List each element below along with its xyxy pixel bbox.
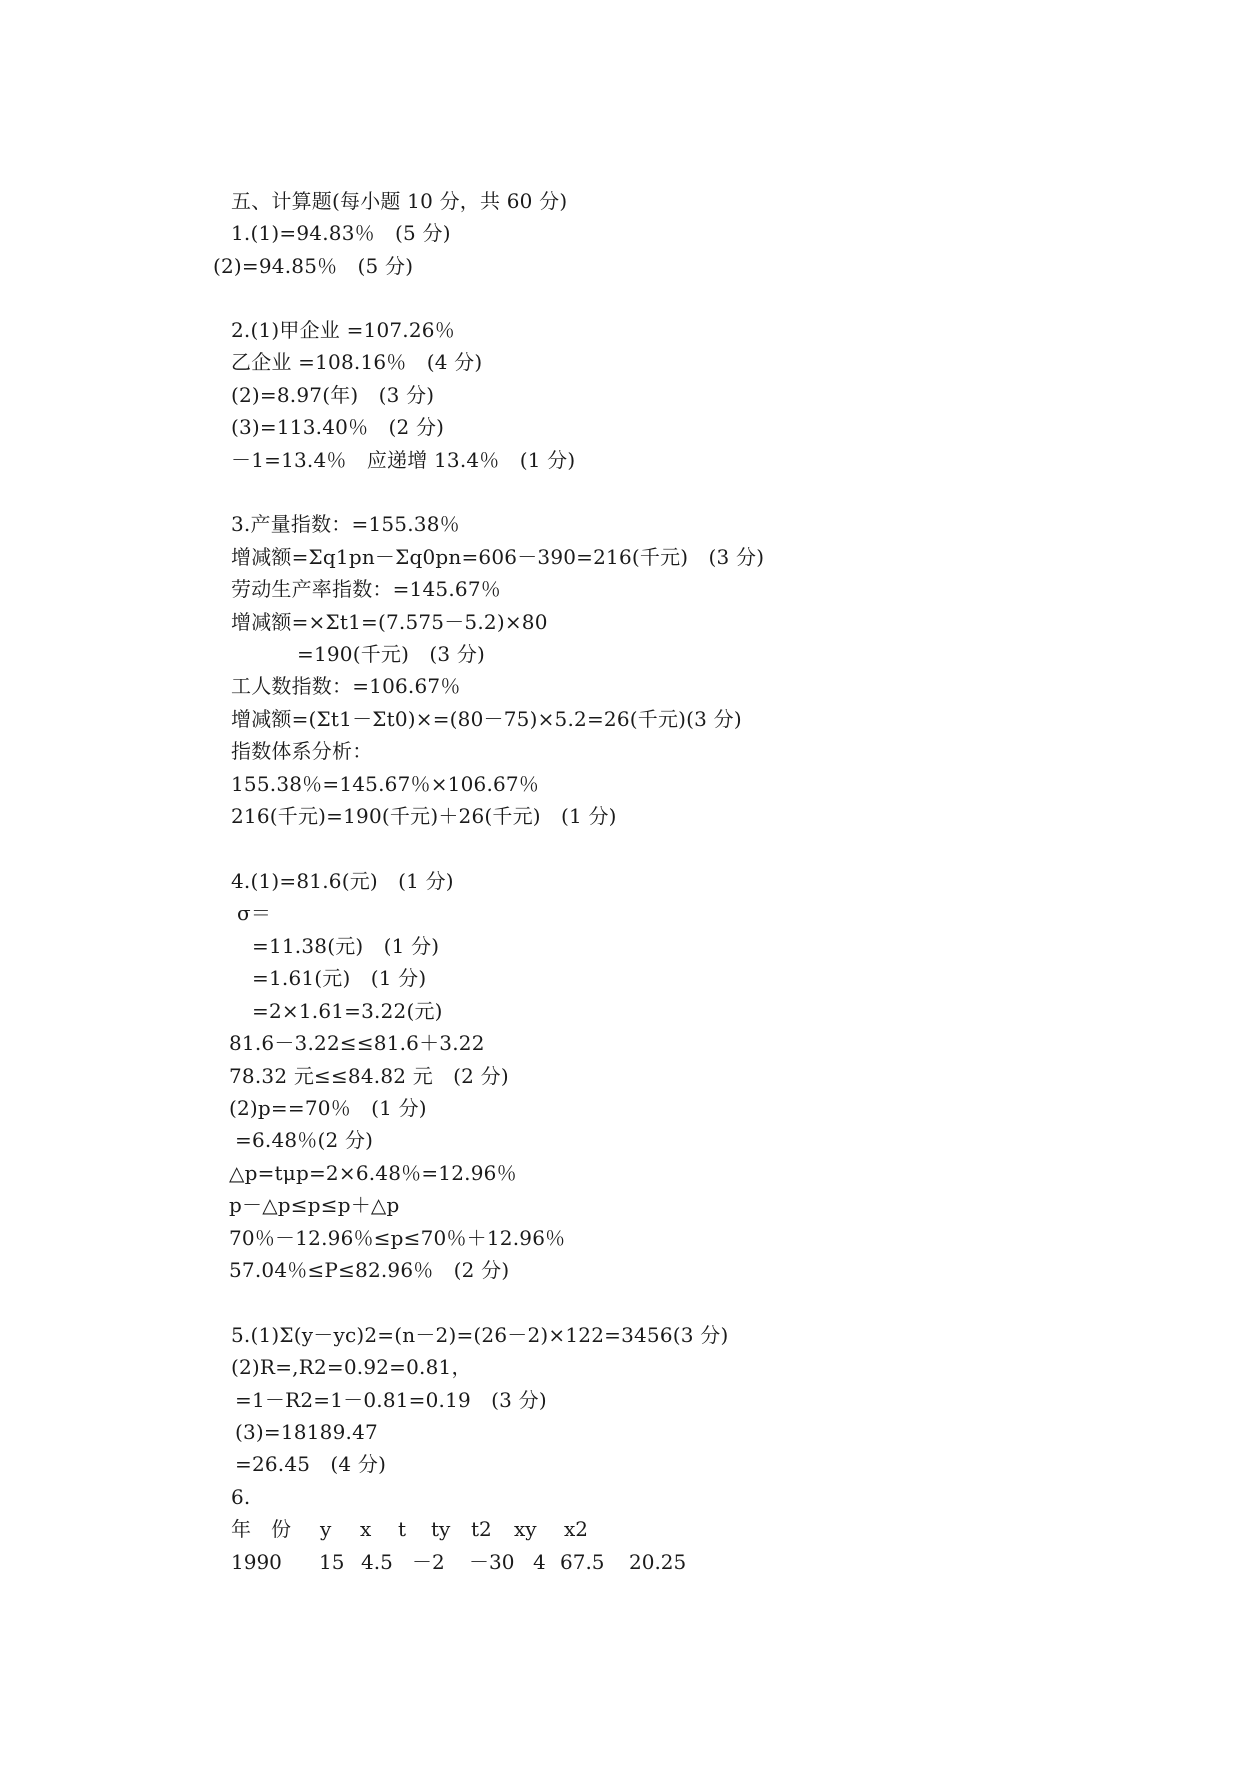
- q1-line-1: 1.(1)=94.83％ (5 分): [231, 221, 451, 245]
- q4-line-12: 70％－12.96％≤p≤70％＋12.96％: [229, 1226, 566, 1250]
- q3-line-10: 216(千元)=190(千元)＋26(千元) (1 分): [231, 804, 617, 828]
- q5-line-2: (2)R=,R2=0.92=0.81，: [231, 1355, 472, 1379]
- q4-line-3: =11.38(元) (1 分): [252, 934, 440, 958]
- q3-line-6: 工人数指数：=106.67％: [231, 674, 461, 698]
- q4-line-9: =6.48％(2 分): [235, 1128, 374, 1152]
- q2-line-4: (3)=113.40％ (2 分): [231, 415, 445, 439]
- q3-line-4: 增减额=×Σt1=(7.575－5.2)×80: [231, 610, 548, 634]
- q1-line-2: (2)=94.85％ (5 分): [213, 254, 414, 278]
- section-heading: 五、计算题(每小题 10 分，共 60 分): [231, 189, 568, 213]
- header-cell-y: y: [320, 1517, 332, 1541]
- q4-line-6: 81.6－3.22≤≤81.6＋3.22: [229, 1031, 485, 1055]
- header-cell-year: 年 份: [231, 1517, 291, 1541]
- header-cell-ty: ty: [431, 1517, 451, 1541]
- q4-line-10: △p=tμp=2×6.48％=12.96％: [229, 1161, 517, 1185]
- header-cell-x2: x2: [564, 1517, 589, 1541]
- row-cell-y: 15: [319, 1550, 345, 1574]
- q2-line-3: (2)=8.97(年) (3 分): [231, 383, 435, 407]
- row-cell-ty: －30: [469, 1550, 515, 1574]
- q4-line-2: σ＝: [237, 901, 272, 925]
- row-cell-xy: 67.5: [560, 1550, 605, 1574]
- q4-line-8: (2)p==70％ (1 分): [229, 1096, 427, 1120]
- q6-table-header: [231, 1517, 751, 1541]
- row-cell-year: 1990: [231, 1550, 282, 1574]
- row-cell-x: 4.5: [361, 1550, 393, 1574]
- q4-line-5: =2×1.61=3.22(元): [252, 999, 443, 1023]
- q2-line-5: －1=13.4％ 应递增 13.4％ (1 分): [231, 448, 576, 472]
- header-cell-x: x: [360, 1517, 372, 1541]
- q4-line-4: =1.61(元) (1 分): [252, 966, 427, 990]
- q4-line-11: p－△p≤p≤p＋△p: [229, 1193, 400, 1217]
- q4-line-13: 57.04％≤P≤82.96％ (2 分): [229, 1258, 510, 1282]
- q3-line-5: =190(千元) (3 分): [297, 642, 486, 666]
- q4-line-1: 4.(1)=81.6(元) (1 分): [231, 869, 454, 893]
- q5-line-3: =1－R2=1－0.81=0.19 (3 分): [235, 1388, 547, 1412]
- q5-line-5: =26.45 (4 分): [235, 1452, 387, 1476]
- header-cell-xy: xy: [514, 1517, 537, 1541]
- row-cell-x2: 20.25: [629, 1550, 687, 1574]
- row-cell-t2: 4: [533, 1550, 546, 1574]
- q2-line-2: 乙企业 =108.16％ (4 分): [231, 350, 483, 374]
- header-cell-t: t: [398, 1517, 407, 1541]
- q2-line-1: 2.(1)甲企业 =107.26％: [231, 318, 455, 342]
- q3-line-9: 155.38％=145.67％×106.67％: [231, 772, 540, 796]
- q3-line-8: 指数体系分析：: [231, 739, 373, 763]
- q3-line-1: 3.产量指数：=155.38％: [231, 512, 460, 536]
- table-row: [231, 1550, 751, 1574]
- header-cell-t2: t2: [471, 1517, 492, 1541]
- q4-line-7: 78.32 元≤≤84.82 元 (2 分): [229, 1064, 509, 1088]
- row-cell-t: －2: [412, 1550, 445, 1574]
- q5-line-4: (3)=18189.47: [235, 1420, 378, 1444]
- q3-line-3: 劳动生产率指数：=145.67％: [231, 577, 501, 601]
- q3-line-2: 增减额=Σq1pn－Σq0pn=606－390=216(千元) (3 分): [231, 545, 765, 569]
- q5-line-1: 5.(1)Σ(y－yc)2=(n－2)=(26－2)×122=3456(3 分): [231, 1323, 729, 1347]
- q6-label: 6.: [231, 1485, 251, 1509]
- q3-line-7: 增减额=(Σt1－Σt0)×=(80－75)×5.2=26(千元)(3 分): [231, 707, 742, 731]
